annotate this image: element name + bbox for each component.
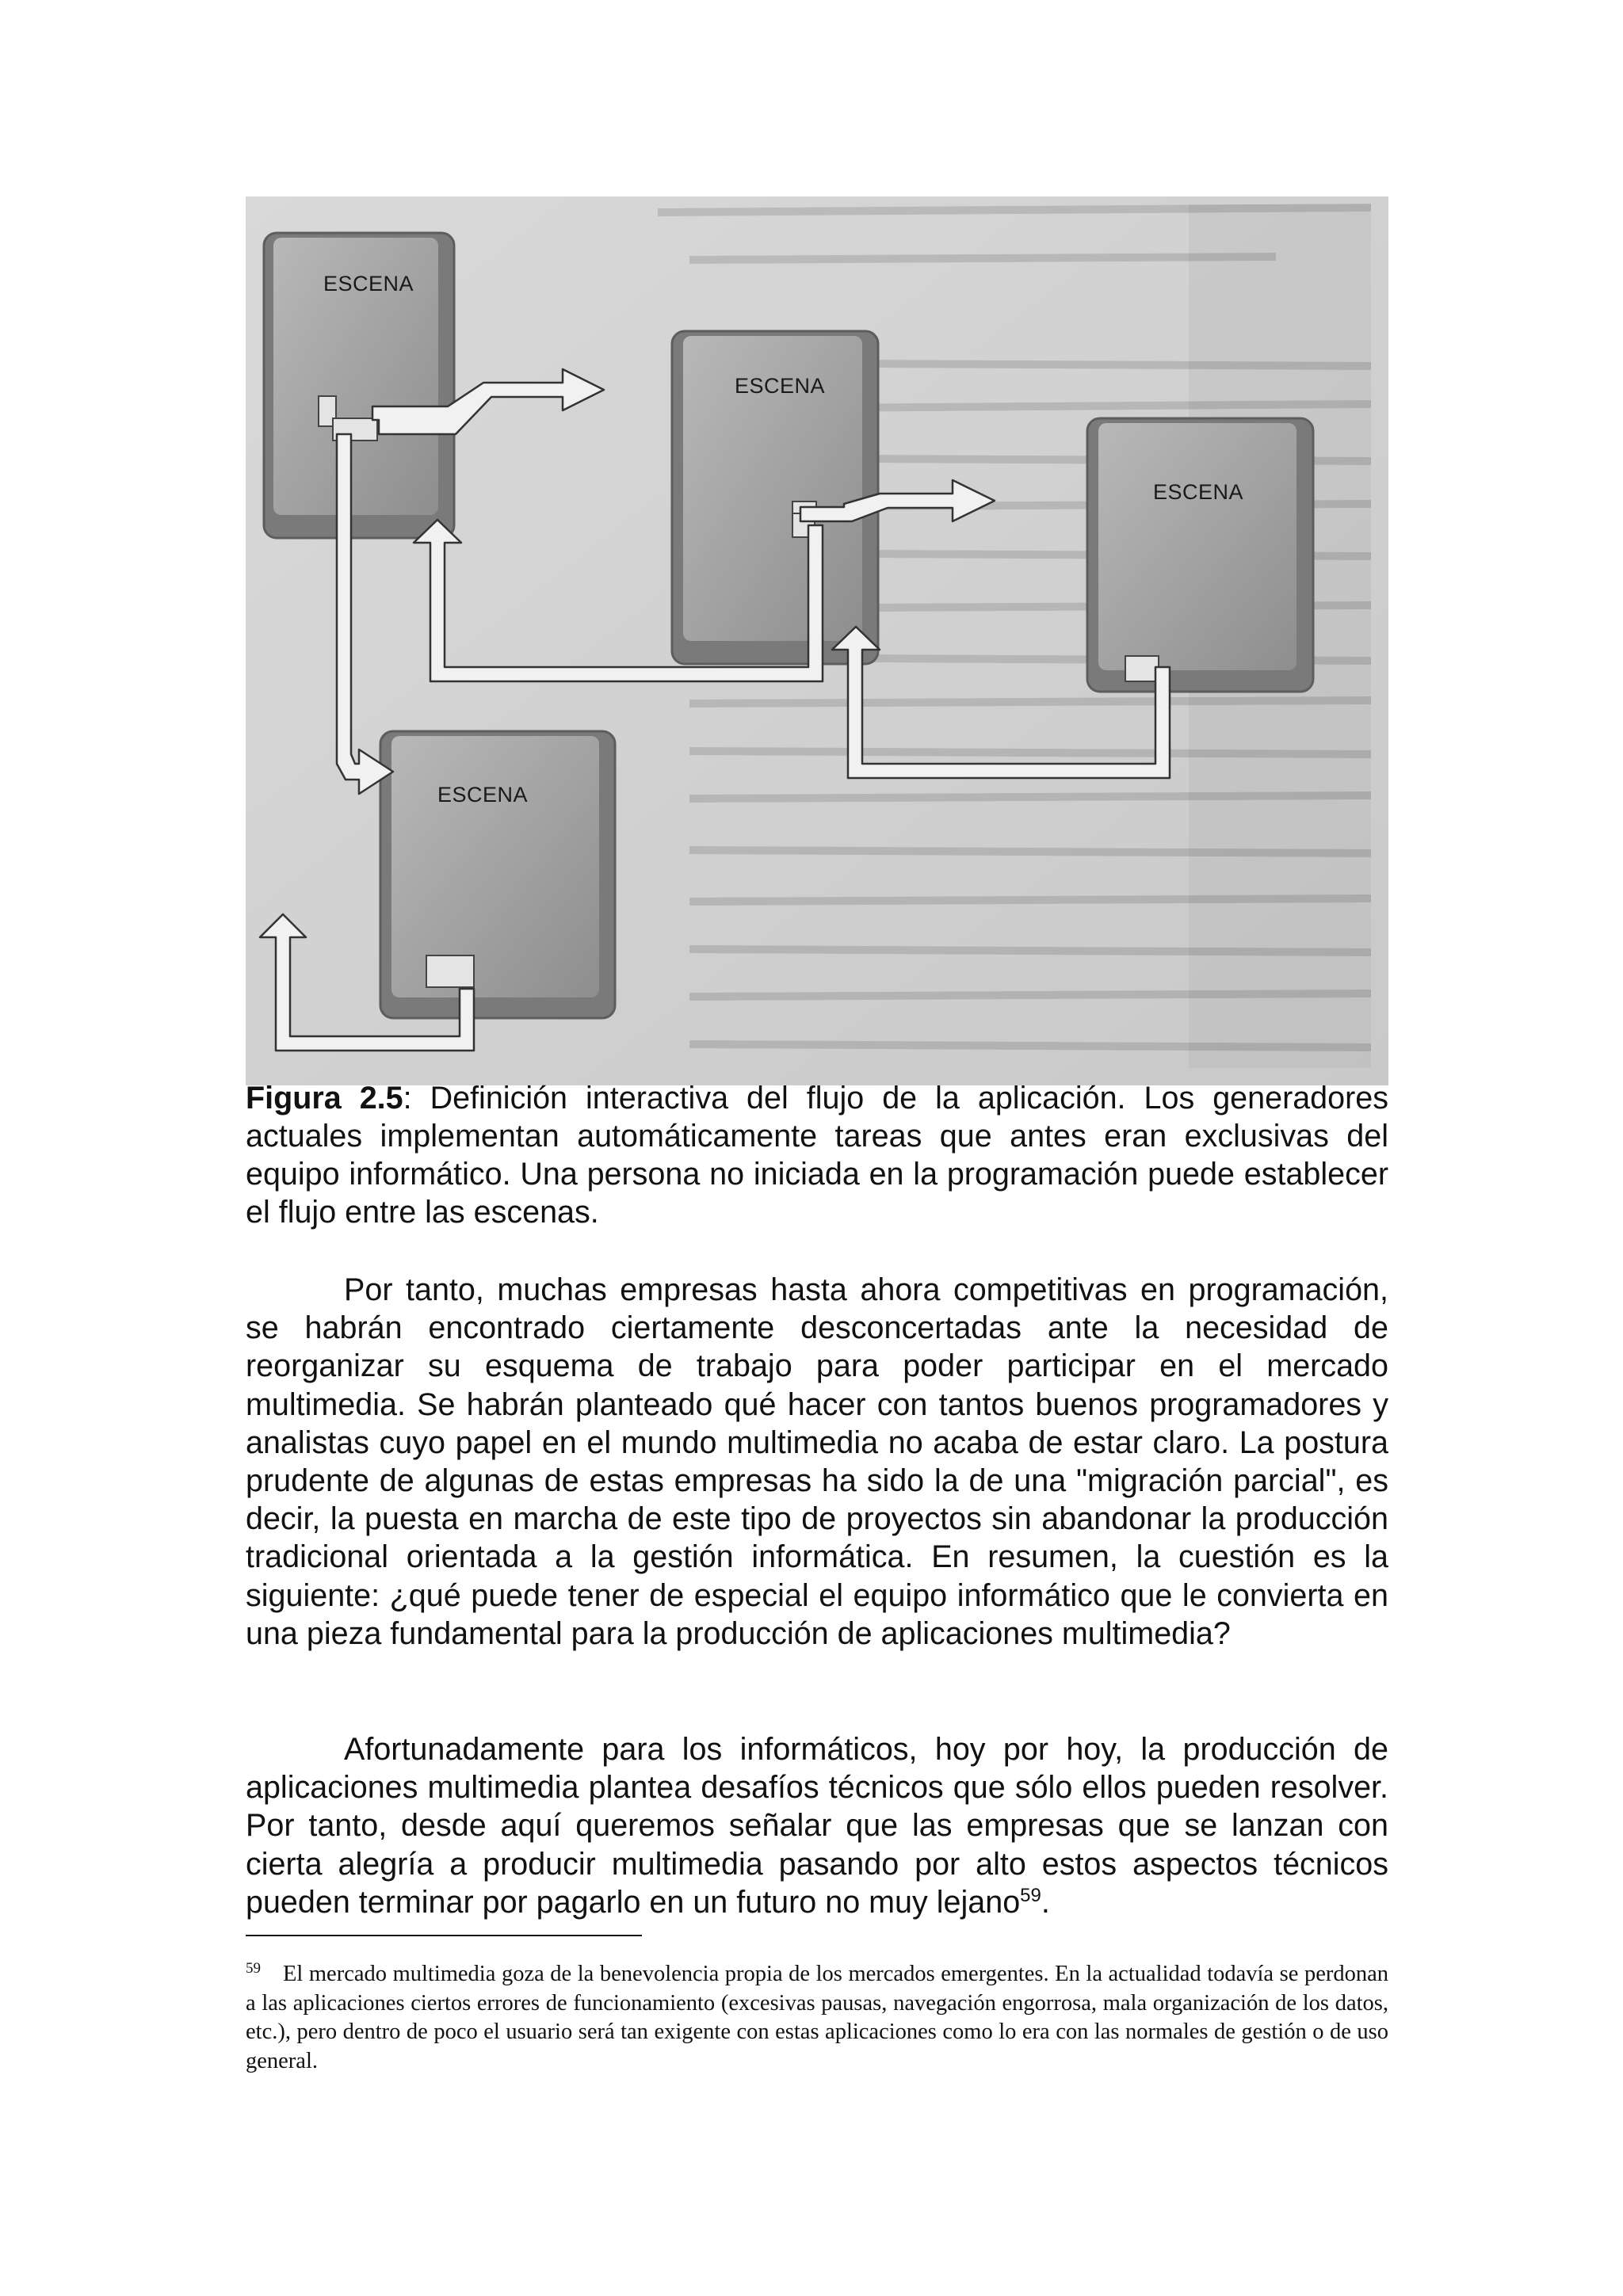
body-paragraph-2-end: . <box>1041 1884 1050 1920</box>
flow-diagram-svg <box>246 196 1388 1085</box>
footnote-text: El mercado multimedia goza de la benevolencia propia de los mercados emergentes. En la actualidad todavía se perdonan a las aplicaciones ciertos errores de funcionamiento (excesivas pausas, navegación engorrosa, mala organización de los datos, etc.), pero dentro de poco el usuario será tan exigente con estas aplicaciones como lo era con las normales de gestión o de uso general. <box>246 1962 1388 2073</box>
scene-label-1: ESCENA <box>323 272 414 296</box>
scene-label-4: ESCENA <box>437 783 529 807</box>
figure-caption <box>246 1079 1388 1231</box>
footnote-divider <box>246 1935 642 1936</box>
footnote <box>246 1955 1388 2076</box>
scene-label-3: ESCENA <box>1153 480 1244 504</box>
body-paragraph-1: Por tanto, muchas empresas hasta ahora competitivas en programación, se habrán encontrado ciertamente desconcertadas ante la necesidad de reorganizar su esquema de trabajo para poder participar en el mercado multimedia. Se habrán planteado qué hacer con tantos buenos programadores y analistas cuyo papel en el mundo multimedia no acaba de estar claro. La postura prudente de algunas de estas empresas ha sido la de una "migración parcial", es decir, la puesta en marcha de este tipo de proyectos sin abandonar la producción tradicional orientada a la gestión informática. En resumen, la cuestión es la siguiente: ¿qué puede tener de especial el equipo informático que le convierta en una pieza fundamental para la producción de aplicaciones multimedia? <box>246 1272 1388 1651</box>
body-paragraph-2 <box>246 1730 1388 1921</box>
scene-card-4 <box>380 731 615 1018</box>
scene-card-3 <box>1087 418 1313 692</box>
footnote-reference: 59 <box>1020 1884 1041 1906</box>
body-paragraph-2-text: Afortunadamente para los informáticos, hoy por hoy, la producción de aplicaciones multimedia plantea desafíos técnicos que sólo ellos pueden resolver. Por tanto, desde aquí queremos señalar que las empresas que se lanzan con cierta alegría a producir multimedia pasando por alto estos aspectos técnicos pueden terminar por pagarlo en un futuro no muy lejano <box>246 1732 1388 1920</box>
footnote-number: 59 <box>246 1960 261 1977</box>
figure-flow-diagram <box>246 196 1388 1085</box>
figure-caption-label: Figura 2.5 <box>246 1081 403 1116</box>
scene-label-2: ESCENA <box>735 374 826 398</box>
figure-caption-text: : Definición interactiva del flujo de la aplicación. Los generadores actuales implementan automáticamente tareas que antes eran exclusivas del equipo informático. Una persona no iniciada en la programación puede establecer el flujo entre las escenas. <box>246 1081 1388 1230</box>
